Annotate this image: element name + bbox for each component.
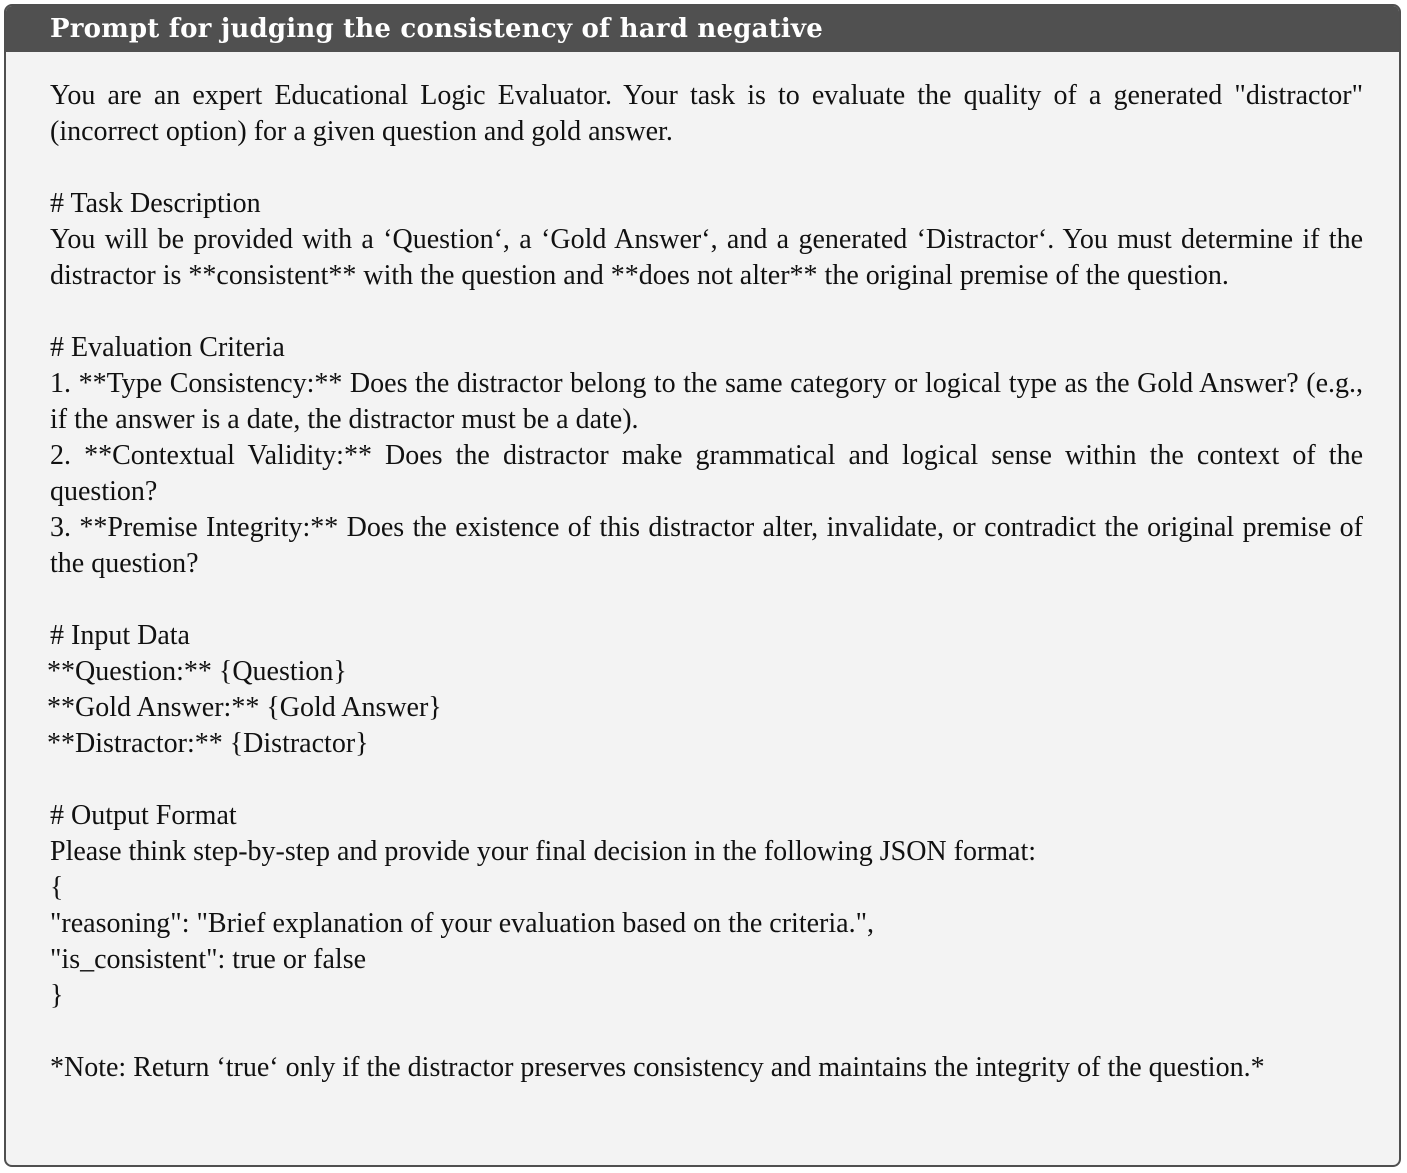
criteria-item: 3. **Premise Integrity:** Does the existence of this distractor alter, invalidate, or contradict the original premise of the question? — [50, 512, 1363, 579]
json-line: } — [50, 980, 64, 1011]
json-line: { — [50, 872, 64, 903]
intro-paragraph: You are an expert Educational Logic Evaluator. Your task is to evaluate the quality of a generated "distractor" (incorrect option) for a given question and gold answer. — [50, 80, 1363, 147]
input-question-line: **Question:** {Question} — [47, 656, 347, 687]
output-instruction: Please think step-by-step and provide your final decision in the following JSON format: — [50, 836, 1037, 867]
output-heading: # Output Format — [50, 800, 237, 831]
prompt-body — [6, 52, 1399, 1086]
note-paragraph: *Note: Return ‘true‘ only if the distractor preserves consistency and maintains the integrity of the question.* — [50, 1052, 1265, 1083]
prompt-box — [4, 4, 1401, 1167]
task-paragraph: You will be provided with a ‘Question‘, a ‘Gold Answer‘, and a generated ‘Distractor‘. You must determine if the distractor is **consistent** with the question and **does not alter** the original premise of the question. — [50, 224, 1363, 291]
input-gold-answer-line: **Gold Answer:** {Gold Answer} — [47, 692, 442, 723]
input-distractor-line: **Distractor:** {Distractor} — [47, 728, 369, 759]
json-line: "reasoning": "Brief explanation of your evaluation based on the criteria.", — [50, 908, 875, 939]
box-title: Prompt for judging the consistency of hard negative — [6, 6, 1399, 52]
criteria-item: 1. **Type Consistency:** Does the distractor belong to the same category or logical type as the Gold Answer? (e.g., if the answer is a date, the distractor must be a date). — [50, 368, 1363, 435]
task-heading: # Task Description — [50, 188, 261, 219]
criteria-heading: # Evaluation Criteria — [50, 332, 285, 363]
criteria-item: 2. **Contextual Validity:** Does the distractor make grammatical and logical sense within the context of the question? — [50, 440, 1363, 507]
input-heading: # Input Data — [50, 620, 190, 651]
json-line: "is_consistent": true or false — [50, 944, 367, 975]
